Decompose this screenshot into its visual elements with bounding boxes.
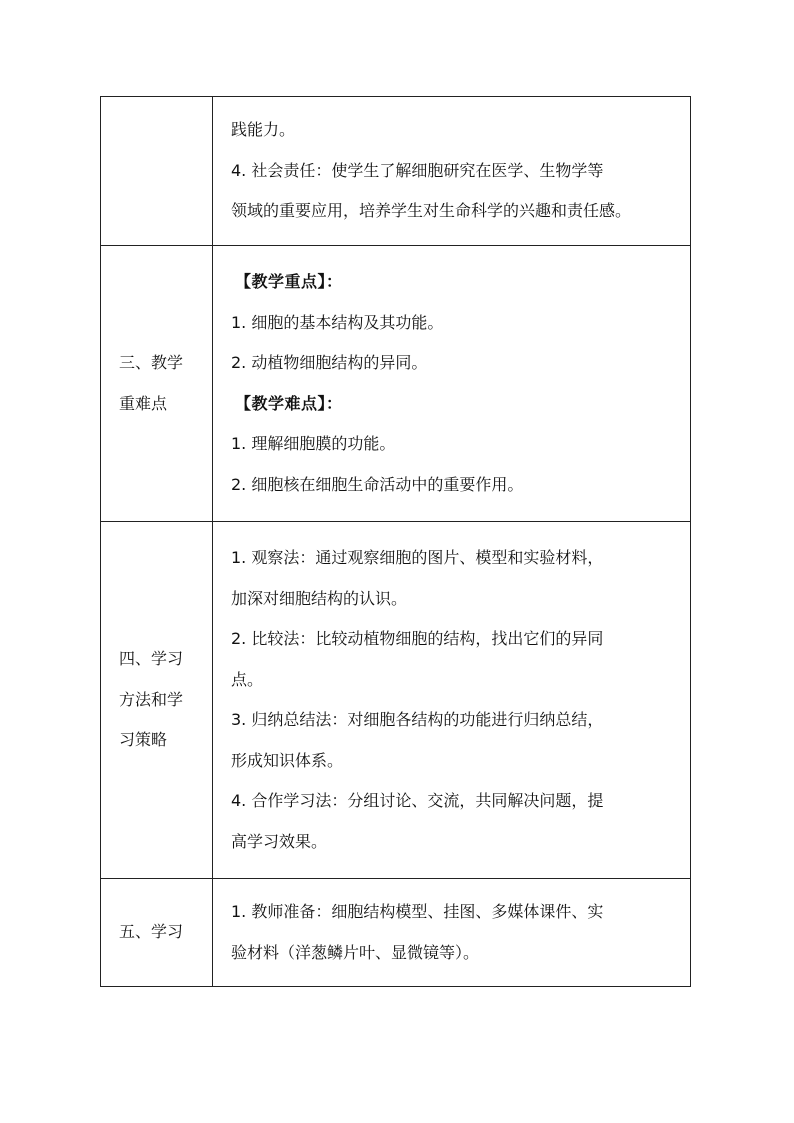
row-label-learning-preparation bbox=[101, 879, 213, 987]
row-content-learning-methods bbox=[213, 522, 691, 879]
difficult-points-heading: 【教学难点】： bbox=[235, 393, 343, 413]
content-line: 高学习效果。 bbox=[231, 831, 328, 851]
content-line: 加深对细胞结构的认识。 bbox=[231, 588, 408, 608]
content-line: 2. 比较法：比较动植物细胞的结构，找出它们的异同 bbox=[231, 629, 604, 648]
row-content-key-points bbox=[213, 246, 691, 522]
row-label-empty bbox=[101, 97, 213, 246]
content-line: 践能力。 bbox=[231, 120, 296, 140]
content-line: 2. 细胞核在细胞生命活动中的重要作用。 bbox=[231, 474, 524, 494]
content-line: 1. 教师准备：细胞结构模型、挂图、多媒体课件、实 bbox=[231, 902, 604, 921]
table-row-learning-methods bbox=[101, 522, 691, 879]
content-line: 点。 bbox=[231, 669, 264, 689]
row-label-line: 重难点 bbox=[119, 393, 168, 413]
row-label-line: 四、学习 bbox=[119, 649, 184, 669]
content-line: 验材料（洋葱鳞片叶、显微镜等）。 bbox=[231, 942, 480, 962]
row-content-objectives bbox=[213, 97, 691, 246]
content-line: 4. 社会责任：使学生了解细胞研究在医学、生物学等 bbox=[231, 160, 604, 180]
content-line: 1. 观察法：通过观察细胞的图片、模型和实验材料， bbox=[231, 548, 604, 567]
row-label-line: 方法和学 bbox=[119, 689, 184, 709]
row-label-line: 习策略 bbox=[119, 730, 168, 750]
row-label-key-points bbox=[101, 246, 213, 522]
content-line: 1. 理解细胞膜的功能。 bbox=[231, 434, 396, 453]
key-points-heading: 【教学重点】： bbox=[235, 272, 343, 291]
content-line: 2. 动植物细胞结构的异同。 bbox=[231, 353, 428, 372]
content-line: 形成知识体系。 bbox=[231, 750, 344, 770]
content-line: 4. 合作学习法：分组讨论、交流，共同解决问题，提 bbox=[231, 791, 604, 810]
content-line: 3. 归纳总结法：对细胞各结构的功能进行归纳总结， bbox=[231, 710, 604, 729]
table-row-objectives-continued bbox=[101, 97, 691, 246]
row-label-learning-methods bbox=[101, 522, 213, 879]
content-line: 1. 细胞的基本结构及其功能。 bbox=[231, 312, 444, 332]
table-row-learning-preparation bbox=[101, 879, 691, 987]
lesson-plan-table bbox=[100, 96, 691, 987]
row-label-line: 五、学习 bbox=[119, 922, 184, 942]
table-row-key-difficult-points bbox=[101, 246, 691, 522]
content-line: 领域的重要应用，培养学生对生命科学的兴趣和责任感。 bbox=[231, 201, 632, 221]
row-content-learning-preparation bbox=[213, 879, 691, 987]
row-label-line: 三、教学 bbox=[119, 353, 184, 372]
